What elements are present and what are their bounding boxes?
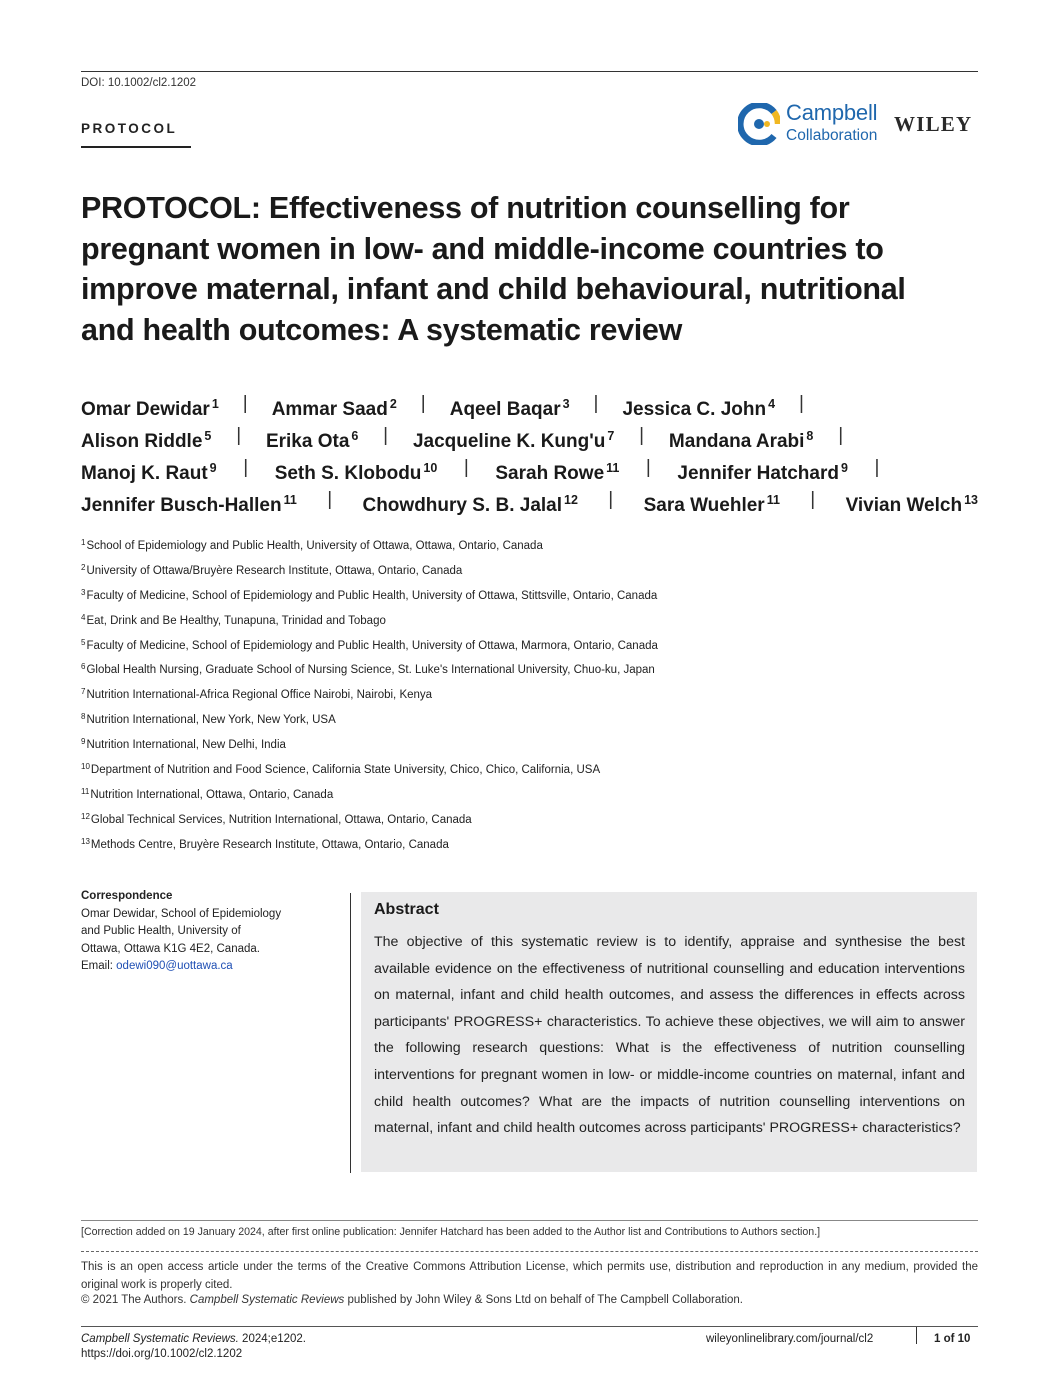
- column-divider: [350, 893, 351, 1173]
- campbell-c-logo-icon: [738, 103, 780, 145]
- publisher-logo: [738, 100, 978, 150]
- author[interactable]: Chowdhury S. B. Jalal $^{12}$: [362, 493, 578, 516]
- affiliation: $^8$Nutrition International, New York, New York, USA: [81, 712, 336, 727]
- abstract-box: [361, 892, 977, 1172]
- affiliation: $^6$Global Health Nursing, Graduate School of Nursing Science, St. Luke's International University, Chuo-ku, Japan: [81, 662, 655, 677]
- license-text: This is an open access article under the terms of the Creative Commons Attribution License, which permits use, distribution and reproduction in any medium, provided the original work is properly cited.: [81, 1261, 978, 1291]
- correspondence-line: Omar Dewidar, School of Epidemiology: [81, 907, 282, 920]
- author-separator: |: [874, 457, 880, 478]
- notes-dashed-rule: [81, 1251, 978, 1252]
- author[interactable]: Sarah Rowe $^{11}$: [495, 461, 620, 484]
- author-line: [81, 420, 978, 452]
- author-line: [81, 484, 978, 516]
- author-separator: |: [799, 393, 804, 414]
- affiliation: $^2$University of Ottawa/Bruyère Research Institute, Ottawa, Ontario, Canada: [81, 562, 463, 577]
- author[interactable]: Manoj K. Raut $^9$: [81, 461, 217, 484]
- affiliation: $^9$Nutrition International, New Delhi, India: [81, 737, 286, 752]
- page-number: 1 of 10: [934, 1333, 971, 1345]
- author-separator: |: [242, 393, 248, 414]
- abstract-heading: Abstract: [374, 901, 439, 918]
- email-link[interactable]: odewi090@uottawa.ca: [116, 960, 233, 972]
- top-rule: [81, 71, 978, 72]
- author-separator: |: [645, 457, 651, 478]
- logo-collaboration: Collaboration: [786, 127, 878, 144]
- affiliation: $^{10}$Department of Nutrition and Food Science, California State University, Chico, Chico, California, USA: [81, 762, 601, 777]
- author-line: [81, 452, 978, 484]
- author[interactable]: Jennifer Hatchard $^9$: [677, 461, 848, 484]
- affiliation: $^5$Faculty of Medicine, School of Epidemiology and Public Health, University of Ottawa, Marmora, Ontario, Canada: [81, 637, 658, 652]
- author[interactable]: Seth S. Klobodu $^{10}$: [274, 461, 438, 484]
- author-separator: |: [810, 489, 816, 510]
- correspondence-email-line: Email: odewi090@uottawa.ca: [81, 960, 233, 972]
- author-list: [81, 388, 978, 516]
- correspondence-heading: Correspondence: [81, 890, 173, 902]
- article-title: PROTOCOL: Effectiveness of nutrition counselling for pregnant women in low- and middle-income countries to improve maternal, infant and child behavioural, nutritional and health outcomes: A systematic review: [81, 191, 906, 347]
- author-separator: |: [420, 393, 426, 414]
- author[interactable]: Omar Dewidar $^1$: [81, 397, 219, 420]
- affiliation: $^{11}$Nutrition International, Ottawa, Ontario, Canada: [81, 786, 334, 801]
- author[interactable]: Aqeel Baqar $^3$: [449, 397, 570, 420]
- section-label: PROTOCOL: [81, 121, 178, 136]
- correspondence: [81, 888, 321, 976]
- author[interactable]: Mandana Arabi $^8$: [668, 429, 814, 452]
- author[interactable]: Jessica C. John $^4$: [622, 397, 776, 420]
- author[interactable]: Ammar Saad $^2$: [271, 397, 397, 420]
- abstract-text: The objective of this systematic review is to identify, appraise and synthesise the best available evidence on the effectiveness of nutritional counselling and education interventions on maternal, infant and child health outcomes, and assess the differences in effects across participants' PROGRESS+ characteristics. To achieve these objectives, we will aim to answer the following research questions: What is the effectiveness of nutrition counselling interventions for pregnant women in low- or middle-income countries on maternal, infant and child health outcomes? What are the impacts of nutrition counselling interventions on maternal, infant and child health outcomes across participants' PROGRESS+ characteristics?: [374, 934, 965, 1137]
- correspondence-line: Ottawa, Ottawa K1G 4E2, Canada.: [81, 942, 260, 955]
- wiley-logo: WILEY: [894, 112, 973, 136]
- affiliation: $^{12}$Global Technical Services, Nutrition International, Ottawa, Ontario, Canada: [81, 811, 472, 826]
- affiliation: $^3$Faculty of Medicine, School of Epidemiology and Public Health, University of Ottawa, Stittsville, Ontario, Canada: [81, 587, 658, 602]
- author-separator: |: [593, 393, 599, 414]
- footer-rule: [81, 1326, 978, 1327]
- section-underline: [81, 146, 191, 148]
- author[interactable]: Jacqueline K. Kung'u $^7$: [412, 429, 615, 452]
- affiliation-list: [81, 534, 658, 858]
- author[interactable]: Alison Riddle $^5$: [81, 429, 212, 452]
- author-separator: |: [639, 425, 645, 446]
- notes-rule: [81, 1220, 978, 1221]
- correspondence-line: and Public Health, University of: [81, 925, 241, 937]
- author[interactable]: Sara Wuehler $^{11}$: [643, 493, 780, 516]
- doi-label: DOI: 10.1002/cl2.1202: [81, 77, 197, 89]
- author-separator: |: [608, 489, 614, 510]
- author-separator: |: [838, 425, 844, 446]
- affiliation: $^7$Nutrition International-Africa Regional Office Nairobi, Nairobi, Kenya: [81, 687, 433, 702]
- copyright-line: © 2021 The Authors. Campbell Systematic Reviews published by John Wiley & Sons Ltd on behalf of The Campbell Collaboration.: [81, 1294, 744, 1306]
- affiliation: $^{13}$Methods Centre, Bruyère Research Institute, Ottawa, Ontario, Canada: [81, 836, 449, 851]
- author-separator: |: [383, 425, 389, 446]
- logo-campbell: Campbell: [786, 100, 878, 125]
- author-separator: |: [236, 425, 242, 446]
- author[interactable]: Jennifer Busch-Hallen $^{11}$: [81, 493, 297, 516]
- author-line: [81, 388, 978, 420]
- footer-separator: [916, 1327, 917, 1344]
- footer-doi-link[interactable]: https://doi.org/10.1002/cl2.1202: [81, 1348, 243, 1360]
- affiliation: $^1$School of Epidemiology and Public Health, University of Ottawa, Ottawa, Ontario, Canada: [81, 538, 543, 552]
- footer-citation: Campbell Systematic Reviews. 2024;e1202.: [81, 1333, 307, 1345]
- author-separator: |: [463, 457, 469, 478]
- author-separator: |: [327, 489, 333, 510]
- footer-site-link[interactable]: wileyonlinelibrary.com/journal/cl2: [706, 1333, 874, 1345]
- author-separator: |: [243, 457, 249, 478]
- affiliation: $^4$Eat, Drink and Be Healthy, Tunapuna, Trinidad and Tobago: [81, 612, 386, 627]
- correction-note: [Correction added on 19 January 2024, after first online publication: Jennifer Hatchard has been added to the Author list and Contributions to Authors section.]: [81, 1226, 821, 1238]
- author[interactable]: Erika Ota $^6$: [265, 429, 359, 452]
- author[interactable]: Vivian Welch $^{13}$: [845, 493, 978, 516]
